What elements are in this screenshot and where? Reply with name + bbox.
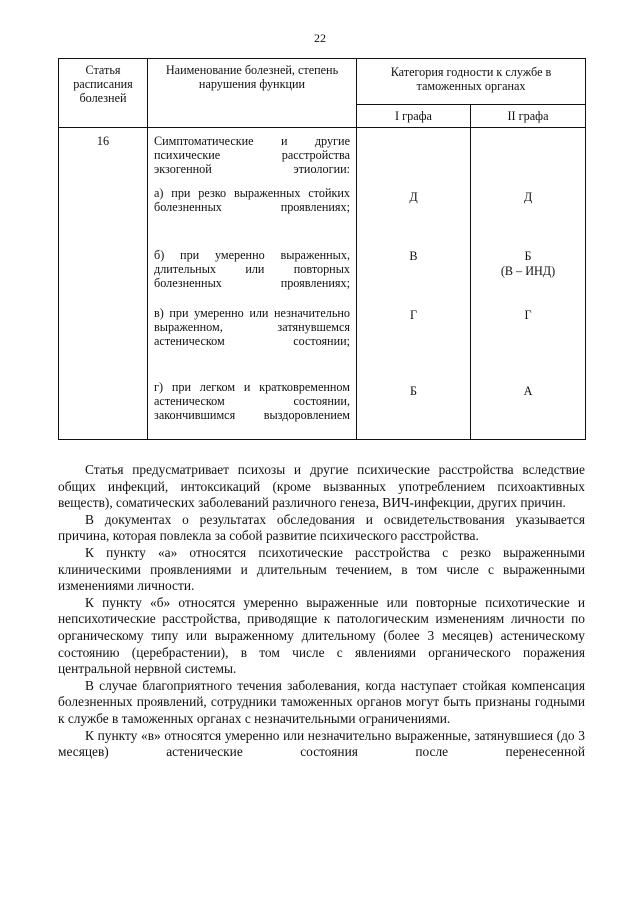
table-header-row xyxy=(59,59,586,105)
table-row xyxy=(59,128,586,440)
paragraph: К пункту «б» относятся умеренно выраженные или повторные психотические и непсихотические расстройства, приводящие к патологическим изменениям личности по органическому типу или выраженному длительному (более 3 месяцев) астеническому состоянию (церебрастении), в том числе с явлениями органического поражения центральной нервной системы. xyxy=(58,594,585,677)
header-column-1: I графа xyxy=(357,104,471,127)
body-text xyxy=(58,462,585,761)
paragraph: В документах о результатах обследования и освидетельствования указывается причина, которая повлекла за собой развитие психического расстройства. xyxy=(58,511,585,544)
intro-text: Симптоматические и другие психические расстройства экзогенной этиологии: xyxy=(154,134,350,176)
item-g-text: г) при легком и кратковременном астеническом состоянии, закончившимся выздоровлением xyxy=(154,380,350,422)
grade-g-col1: Б xyxy=(410,384,417,398)
item-a-text: а) при резко выраженных стойких болезненных проявлениях; xyxy=(154,186,350,214)
paragraph: Статья предусматривает психозы и другие психические расстройства вследствие общих инфекций, интоксикаций (кроме вызванных употреблением психоактивных веществ), соматических заболеваний различного генеза, ВИЧ-инфекции, других причин. xyxy=(58,462,585,511)
disease-description xyxy=(148,128,357,440)
column-2-grades xyxy=(471,128,586,440)
header-disease-name: Наименование болезней, степень нарушения функции xyxy=(148,59,357,128)
grade-b-col2-note: (В – ИНД) xyxy=(500,264,556,278)
fitness-category-table xyxy=(58,58,586,440)
paragraph: К пункту «а» относятся психотические расстройства с резко выраженными клиническими проявлениями и длительным течением, в том числе с выраженными изменениями личности. xyxy=(58,544,585,594)
grade-v-col1: Г xyxy=(409,308,418,322)
page-number: 22 xyxy=(314,31,326,45)
grade-b-col2: Б xyxy=(524,249,532,263)
header-article: Статья расписания болезней xyxy=(59,59,148,128)
article-number: 16 xyxy=(59,128,148,440)
item-v-text: в) при умеренно или незначительно выраженном, затянувшемся астеническом состоянии; xyxy=(154,306,350,348)
grade-b-col1: В xyxy=(409,249,418,263)
grade-g-col2: А xyxy=(523,384,533,398)
header-column-2: II графа xyxy=(471,104,586,127)
item-b-text: б) при умеренно выраженных, длительных или повторных болезненных проявлениях; xyxy=(154,248,350,290)
paragraph: В случае благоприятного течения заболевания, когда наступает стойкая компенсация болезненных проявлений, сотрудники таможенных органов могут быть признаны годными к службе в таможенных органах с незначительными ограничениями. xyxy=(58,677,585,726)
header-fitness-category: Категория годности к службе в таможенных органах xyxy=(357,59,586,105)
column-1-grades xyxy=(357,128,471,440)
grade-v-col2: Г xyxy=(524,308,532,322)
grade-a-col2: Д xyxy=(523,190,533,204)
grade-a-col1: Д xyxy=(409,190,418,204)
paragraph: К пункту «в» относятся умеренно или незначительно выраженные, затянувшиеся (до 3 месяцев) астенические состояния после перенесенной xyxy=(58,727,585,760)
